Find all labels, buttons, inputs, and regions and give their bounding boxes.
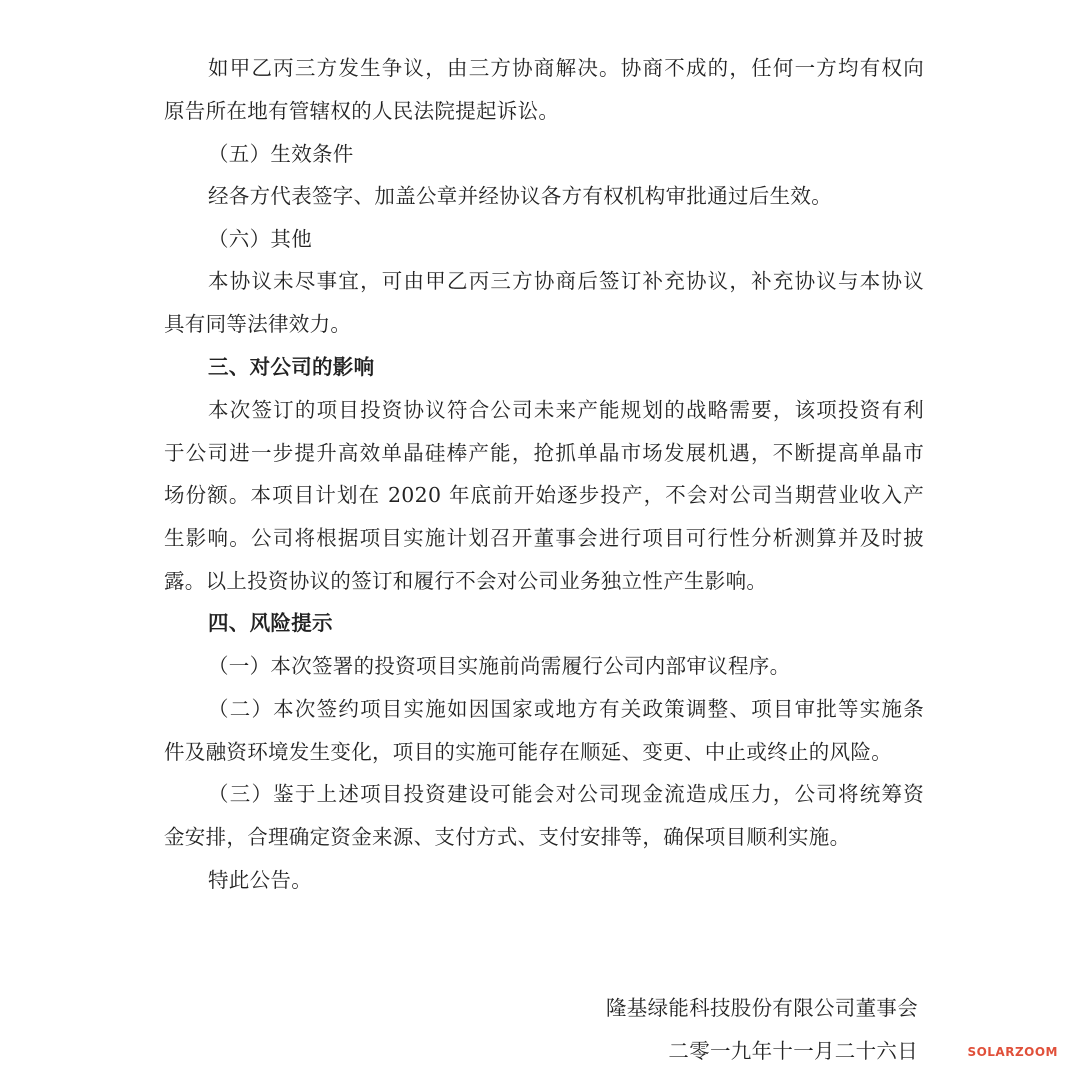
paragraph-line: 本协议未尽事宜，可由甲乙丙三方协商后签订补充协议，补充协议与本协议 xyxy=(208,269,924,293)
paragraph-line: （三）鉴于上述项目投资建设可能会对公司现金流造成压力，公司将统筹资 xyxy=(208,782,924,806)
section-subheading: （五）生效条件 xyxy=(208,142,354,166)
section-heading: 四、风险提示 xyxy=(208,611,333,635)
paragraph-line: 露。以上投资协议的签订和履行不会对公司业务独立性产生影响。 xyxy=(164,569,768,593)
paragraph-line: 场份额。本项目计划在 2020 年底前开始逐步投产，不会对公司当期营业收入产 xyxy=(164,483,924,507)
paragraph-line: 具有同等法律效力。 xyxy=(164,312,352,336)
signature-company: 隆基绿能科技股份有限公司董事会 xyxy=(606,996,918,1020)
paragraph-line: （一）本次签署的投资项目实施前尚需履行公司内部审议程序。 xyxy=(208,654,791,678)
section-heading: 三、对公司的影响 xyxy=(208,355,375,379)
paragraph-line: 原告所在地有管辖权的人民法院提起诉讼。 xyxy=(164,99,560,123)
paragraph-line: 生影响。公司将根据项目实施计划召开董事会进行项目可行性分析测算并及时披 xyxy=(164,526,924,550)
paragraph-line: 如甲乙丙三方发生争议，由三方协商解决。协商不成的，任何一方均有权向 xyxy=(208,56,924,80)
closing-line: 特此公告。 xyxy=(208,868,312,892)
signature-date: 二零一九年十一月二十六日 xyxy=(668,1039,918,1063)
section-subheading: （六）其他 xyxy=(208,227,312,251)
paragraph-line: 金安排，合理确定资金来源、支付方式、支付安排等，确保项目顺利实施。 xyxy=(164,825,851,849)
paragraph-line: 经各方代表签字、加盖公章并经协议各方有权机构审批通过后生效。 xyxy=(208,184,832,208)
watermark-logo: SOLARZOOM xyxy=(967,1045,1058,1059)
paragraph-line: 件及融资环境发生变化，项目的实施可能存在顺延、变更、中止或终止的风险。 xyxy=(164,740,892,764)
paragraph-line: 本次签订的项目投资协议符合公司未来产能规划的战略需要，该项投资有利 xyxy=(208,398,924,422)
paragraph-line: （二）本次签约项目实施如因国家或地方有关政策调整、项目审批等实施条 xyxy=(208,697,924,721)
paragraph-line: 于公司进一步提升高效单晶硅棒产能，抢抓单晶市场发展机遇，不断提高单晶市 xyxy=(164,441,924,465)
